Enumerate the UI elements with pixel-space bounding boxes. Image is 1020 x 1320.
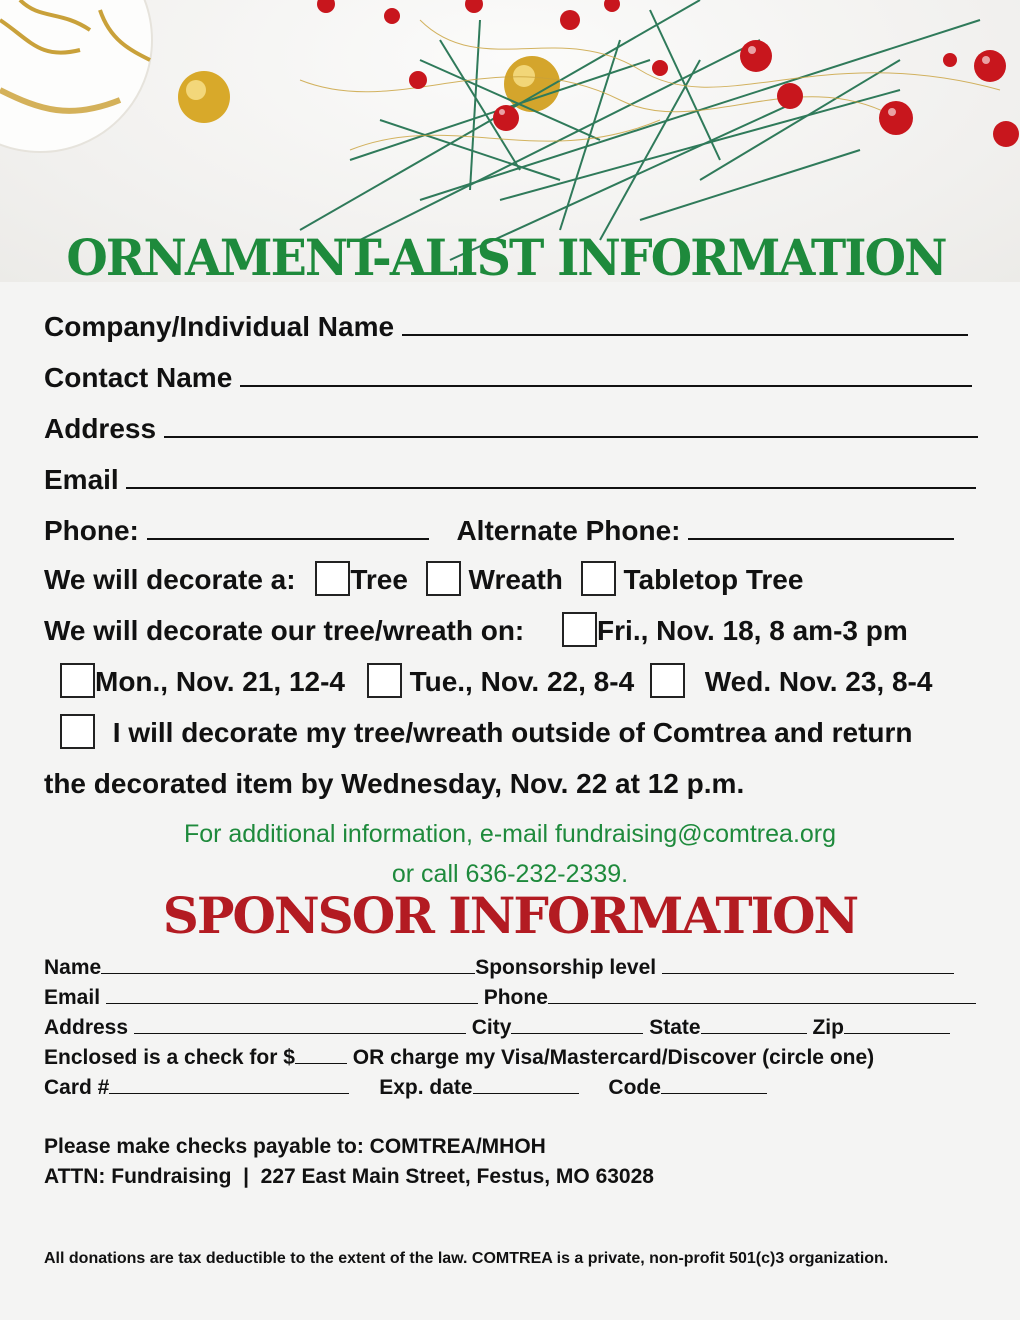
- exp-date-field[interactable]: [473, 1075, 579, 1094]
- phone-row: [44, 512, 954, 547]
- charge-card-label: OR charge my Visa/Mastercard/Discover (circle one): [352, 1046, 875, 1069]
- sponsorship-level-field[interactable]: [662, 955, 954, 974]
- company-name-field[interactable]: [402, 308, 968, 336]
- mailing-address-line: ATTN: Fundraising | 227 East Main Street, Festus, MO 63028: [44, 1165, 654, 1188]
- sponsor-email-row: [44, 985, 976, 1010]
- sponsor-email-label: Email: [44, 986, 101, 1009]
- ornamentalist-title: ORNAMENT-ALIST INFORMATION: [66, 228, 946, 287]
- outside-decorate-label: I will decorate my tree/wreath outside of Comtrea and return: [112, 717, 913, 748]
- company-name-row: [44, 308, 968, 343]
- sponsor-phone-label: Phone: [483, 986, 548, 1009]
- sponsor-address-field[interactable]: [134, 1015, 466, 1034]
- sponsor-city-label: City: [471, 1016, 512, 1039]
- sponsor-address-row: [44, 1015, 950, 1040]
- contact-name-field[interactable]: [240, 359, 972, 387]
- company-name-label: Company/Individual Name: [44, 311, 395, 342]
- sponsor-name-row: [44, 955, 954, 980]
- sponsor-zip-label: Zip: [812, 1016, 844, 1039]
- check-amount-field[interactable]: [295, 1045, 347, 1064]
- phone-label: Phone:: [44, 515, 139, 546]
- card-number-field[interactable]: [109, 1075, 349, 1094]
- payment-instructions: [44, 1132, 654, 1192]
- email-label: Email: [44, 464, 119, 495]
- decorate-item-label: We will decorate a:: [44, 564, 296, 595]
- sponsor-city-field[interactable]: [511, 1015, 643, 1034]
- fri-nov-18-label: Fri., Nov. 18, 8 am-3 pm: [597, 615, 908, 646]
- card-number-label: Card #: [44, 1076, 110, 1099]
- code-field[interactable]: [661, 1075, 767, 1094]
- tax-deductible-disclaimer: All donations are tax deductible to the extent of the law. COMTREA is a private, non-profit 501(c)3 organization.: [44, 1250, 889, 1267]
- sponsor-state-label: State: [649, 1016, 701, 1039]
- sponsor-zip-field[interactable]: [844, 1015, 950, 1034]
- check-amount-label: Enclosed is a check for $: [44, 1046, 295, 1069]
- outside-decorate-checkbox[interactable]: [60, 714, 95, 749]
- sponsor-email-field[interactable]: [106, 985, 478, 1004]
- address-label: Address: [44, 413, 157, 444]
- sponsor-name-label: Name: [44, 956, 102, 979]
- sponsor-card-row: [44, 1075, 767, 1100]
- sponsor-address-label: Address: [44, 1016, 129, 1039]
- code-label: Code: [608, 1076, 661, 1099]
- contact-name-label: Contact Name: [44, 362, 233, 393]
- outside-decorate-row: [60, 717, 913, 752]
- outside-decorate-row-2: [44, 768, 744, 800]
- fri-nov-18-checkbox[interactable]: [562, 612, 597, 647]
- sponsor-title: SPONSOR INFORMATION: [162, 886, 858, 945]
- mon-nov-21-label: Mon., Nov. 21, 12-4: [95, 666, 345, 697]
- outside-decorate-label-2: the decorated item by Wednesday, Nov. 22 at 12 p.m.: [44, 768, 745, 799]
- tabletop-tree-option-label: Tabletop Tree: [623, 564, 804, 595]
- tue-nov-22-label: Tue., Nov. 22, 8-4: [409, 666, 635, 697]
- decorate-date-label: We will decorate our tree/wreath on:: [44, 615, 525, 646]
- address-row: [44, 410, 978, 445]
- sponsor-name-field[interactable]: [101, 955, 475, 974]
- info-email-line: For additional information, e-mail fundraising@comtrea.org: [183, 820, 837, 848]
- sponsor-check-row: [44, 1045, 874, 1070]
- info-phone-line: or call 636-232-2339.: [391, 860, 629, 888]
- exp-date-label: Exp. date: [379, 1076, 473, 1099]
- address-field[interactable]: [164, 410, 978, 438]
- email-field[interactable]: [126, 461, 976, 489]
- decorate-item-row: [44, 564, 803, 599]
- alt-phone-field[interactable]: [688, 512, 954, 540]
- tree-option-label: Tree: [350, 564, 408, 595]
- sponsor-state-field[interactable]: [701, 1015, 807, 1034]
- email-row: [44, 461, 976, 496]
- sponsor-phone-field[interactable]: [548, 985, 976, 1004]
- wreath-option-label: Wreath: [468, 564, 563, 595]
- tue-nov-22-checkbox[interactable]: [367, 663, 402, 698]
- wed-nov-23-label: Wed. Nov. 23, 8-4: [704, 666, 933, 697]
- decorate-date-row: [44, 615, 908, 650]
- phone-field[interactable]: [147, 512, 429, 540]
- wreath-checkbox[interactable]: [426, 561, 461, 596]
- tabletop-tree-checkbox[interactable]: [581, 561, 616, 596]
- decorate-date-row-2: [60, 666, 932, 701]
- alt-phone-label: Alternate Phone:: [456, 515, 681, 546]
- sponsorship-level-label: Sponsorship level: [475, 956, 657, 979]
- contact-name-row: [44, 359, 972, 394]
- mon-nov-21-checkbox[interactable]: [60, 663, 95, 698]
- tree-checkbox[interactable]: [315, 561, 350, 596]
- wed-nov-23-checkbox[interactable]: [650, 663, 685, 698]
- payable-to-line: Please make checks payable to: COMTREA/MHOH: [44, 1135, 546, 1158]
